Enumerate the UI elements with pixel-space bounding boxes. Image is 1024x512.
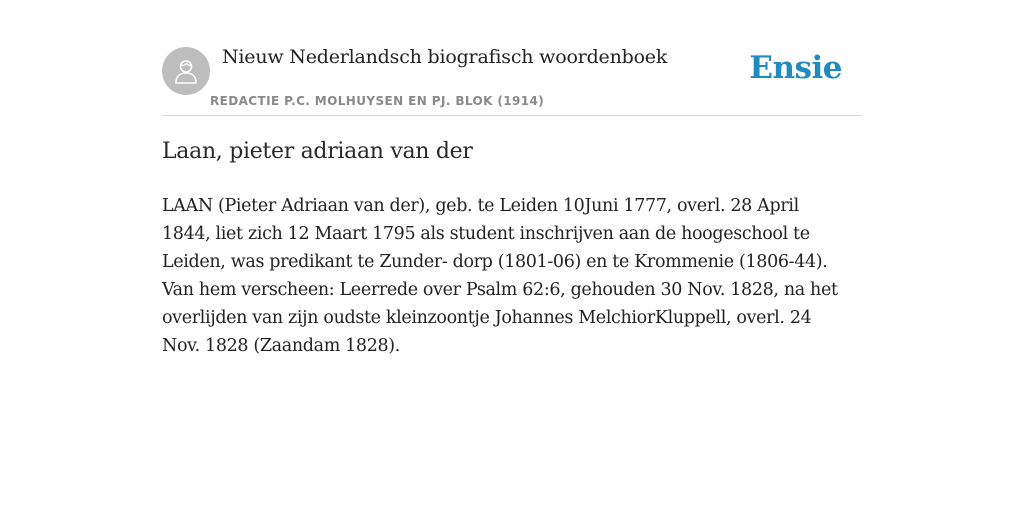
avatar[interactable]	[162, 47, 210, 95]
ensie-logo-link[interactable]: Ensie	[749, 50, 842, 86]
book-editors-subtitle: REDACTIE P.C. MOLHUYSEN EN PJ. BLOK (1914)	[210, 94, 545, 108]
page-header	[162, 40, 862, 116]
book-title[interactable]: Nieuw Nederlandsch biografisch woordenboek	[222, 46, 668, 68]
entry-title: Laan, pieter adriaan van der	[162, 139, 473, 164]
user-placeholder-icon	[171, 56, 201, 86]
entry-body-text: LAAN (Pieter Adriaan van der), geb. te Leiden 10Juni 1777, overl. 28 April 1844, liet zich 12 Maart 1795 als student inschrijven aan de hoogeschool te Leiden, was predikant te Zunder- dorp (1801-06) en te Krommenie (1806-44). Van hem verscheen: Leerrede over Psalm 62:6, gehouden 30 Nov. 1828, na het overlijden van zijn oudste kleinzoontje Johannes MelchiorKluppell, overl. 24 Nov. 1828 (Zaandam 1828).	[162, 196, 838, 356]
